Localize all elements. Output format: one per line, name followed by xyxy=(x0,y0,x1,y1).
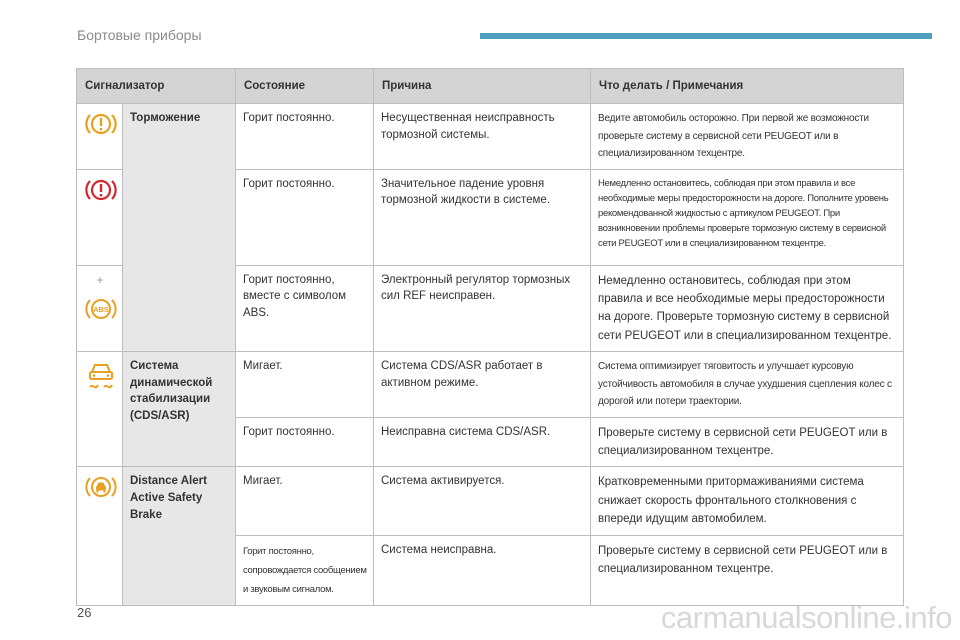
header-accent-bar xyxy=(480,33,932,39)
note-cell: Кратковременными притормаживаниями система снижает скорость фронтального столкновения с впереди идущим автомобилем. xyxy=(591,467,904,535)
section-title: Бортовые приборы xyxy=(77,27,202,43)
cause-cell: Система CDS/ASR работает в активном режиме. xyxy=(374,352,591,418)
cause-cell: Неисправна система CDS/ASR. xyxy=(374,417,591,467)
icon-cell xyxy=(77,352,123,467)
state-cell: Горит постоянно, сопровождается сообщением и звуковым сигналом. xyxy=(236,535,374,605)
table-row xyxy=(77,467,904,535)
brake-warning-exclamation-icon xyxy=(84,110,118,138)
state-cell: Горит постоянно, вместе с символом ABS. xyxy=(236,265,374,352)
state-cell: Мигает. xyxy=(236,352,374,418)
cause-cell: Электронный регулятор тормозных сил REF неисправен. xyxy=(374,265,591,352)
note-cell: Немедленно остановитесь, соблюдая при этом правила и все необходимые меры предосторожности на дороге. Проверьте тормозную систему в сервисной сети PEUGEOT или в специализированном техцентре. xyxy=(591,265,904,352)
cause-cell: Значительное падение уровня тормозной жидкости в системе. xyxy=(374,169,591,265)
state-cell: Горит постоянно. xyxy=(236,104,374,170)
page-number: 26 xyxy=(77,605,92,620)
note-cell: Проверьте систему в сервисной сети PEUGEOT или в специализированном техцентре. xyxy=(591,417,904,467)
note-cell: Система оптимизирует тяговитость и улучшает курсовую устойчивость автомобиля в случае ухудшения сцепления колес с дорогой или потери траектории. xyxy=(591,352,904,418)
icon-cell xyxy=(77,467,123,605)
state-cell: Горит постоянно. xyxy=(236,169,374,265)
plus-sign: + xyxy=(96,272,104,287)
group-label-braking: Торможение xyxy=(123,104,236,352)
svg-text:ABS: ABS xyxy=(93,304,109,314)
stability-control-skid-icon xyxy=(84,358,118,392)
column-header-cause: Причина xyxy=(374,69,591,104)
icon-cell xyxy=(77,265,123,352)
table-row xyxy=(77,104,904,170)
abs-icon xyxy=(84,295,118,323)
watermark: carmanualsonline.info xyxy=(660,600,952,635)
cause-cell: Система неисправна. xyxy=(374,535,591,605)
icon-cell xyxy=(77,169,123,265)
state-cell: Мигает. xyxy=(236,467,374,535)
cause-cell: Несущественная неисправность тормозной системы. xyxy=(374,104,591,170)
group-label-stability: Система динамической стабилизации (CDS/ASR) xyxy=(123,352,236,467)
column-header-signal: Сигнализатор xyxy=(77,69,236,104)
column-header-action: Что делать / Примечания xyxy=(591,69,904,104)
note-cell: Ведите автомобиль осторожно. При первой же возможности проверьте систему в сервисной сети PEUGEOT или в специализированном техцентре. xyxy=(591,104,904,170)
brake-fluid-warning-icon xyxy=(84,176,118,204)
column-header-state: Состояние xyxy=(236,69,374,104)
cause-cell: Система активируется. xyxy=(374,467,591,535)
note-cell: Проверьте систему в сервисной сети PEUGEOT или в специализированном техцентре. xyxy=(591,535,904,605)
warning-lights-table xyxy=(76,68,904,606)
icon-cell xyxy=(77,104,123,170)
active-safety-brake-icon xyxy=(84,473,118,501)
state-cell: Горит постоянно. xyxy=(236,417,374,467)
note-cell: Немедленно остановитесь, соблюдая при этом правила и все необходимые меры предосторожности на дороге. Пополните уровень рекомендованной жидкостью с артикулом PEUGEOT. При возникновении проблемы проверьте тормозную систему в сервисной сети PEUGEOT или в специализированном техцентре. xyxy=(591,169,904,265)
table-row xyxy=(77,352,904,418)
group-label-distance-alert: Distance Alert Active Safety Brake xyxy=(123,467,236,605)
table-header-row xyxy=(77,69,904,104)
